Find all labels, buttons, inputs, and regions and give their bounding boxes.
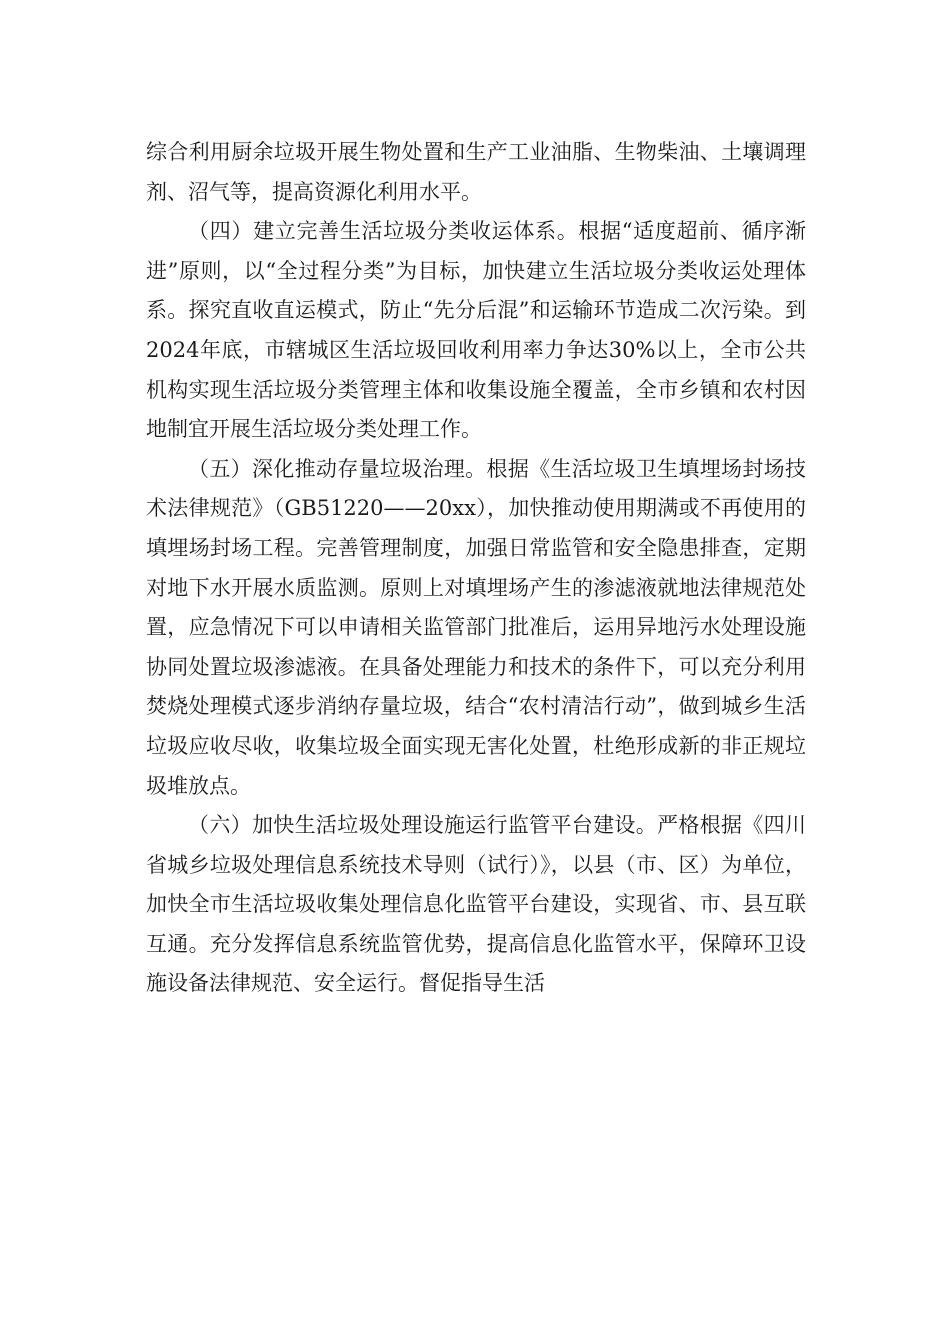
- paragraph-section-5: （五）深化推动存量垃圾治理。根据《生活垃圾卫生填埋场封场技术法律规范》（GB51220——20xx），加快推动使用期满或不再使用的填埋场封场工程。完善管理制度，加强日常监管和安全隐患排查，定期对地下水开展水质监测。原则上对填埋场产生的渗滤液就地法律规范处置，应急情况下可以申请相关监管部门批准后，运用异地污水处理设施协同处置垃圾渗滤液。在具备处理能力和技术的条件下，可以充分利用焚烧处理模式逐步消纳存量垃圾，结合“农村清洁行动”，做到城乡生活垃圾应收尽收，收集垃圾全面实现无害化处置，杜绝形成新的非正规垃圾堆放点。: [146, 456, 806, 798]
- paragraph-section-6: （六）加快生活垃圾处理设施运行监管平台建设。严格根据《四川省城乡垃圾处理信息系统技术导则（试行）》，以县（市、区）为单位，加快全市生活垃圾收集处理信息化监管平台建设，实现省、市、县互联互通。充分发挥信息系统监管优势，提高信息化监管水平，保障环卫设施设备法律规范、安全运行。督促指导生活: [146, 813, 806, 996]
- document-body: [146, 133, 806, 1004]
- paragraph-continuation: 综合利用厨余垃圾开展生物处置和生产工业油脂、生物柴油、土壤调理剂、沼气等，提高资源化利用水平。: [146, 140, 806, 204]
- paragraph-section-4: （四）建立完善生活垃圾分类收运体系。根据“适度超前、循序渐进”原则，以“全过程分类”为目标，加快建立生活垃圾分类收运处理体系。探究直收直运模式，防止“先分后混”和运输环节造成二次污染。到2024年底，市辖城区生活垃圾回收利用率力争达30%以上，全市公共机构实现生活垃圾分类管理主体和收集设施全覆盖，全市乡镇和农村因地制宜开展生活垃圾分类处理工作。: [146, 219, 806, 442]
